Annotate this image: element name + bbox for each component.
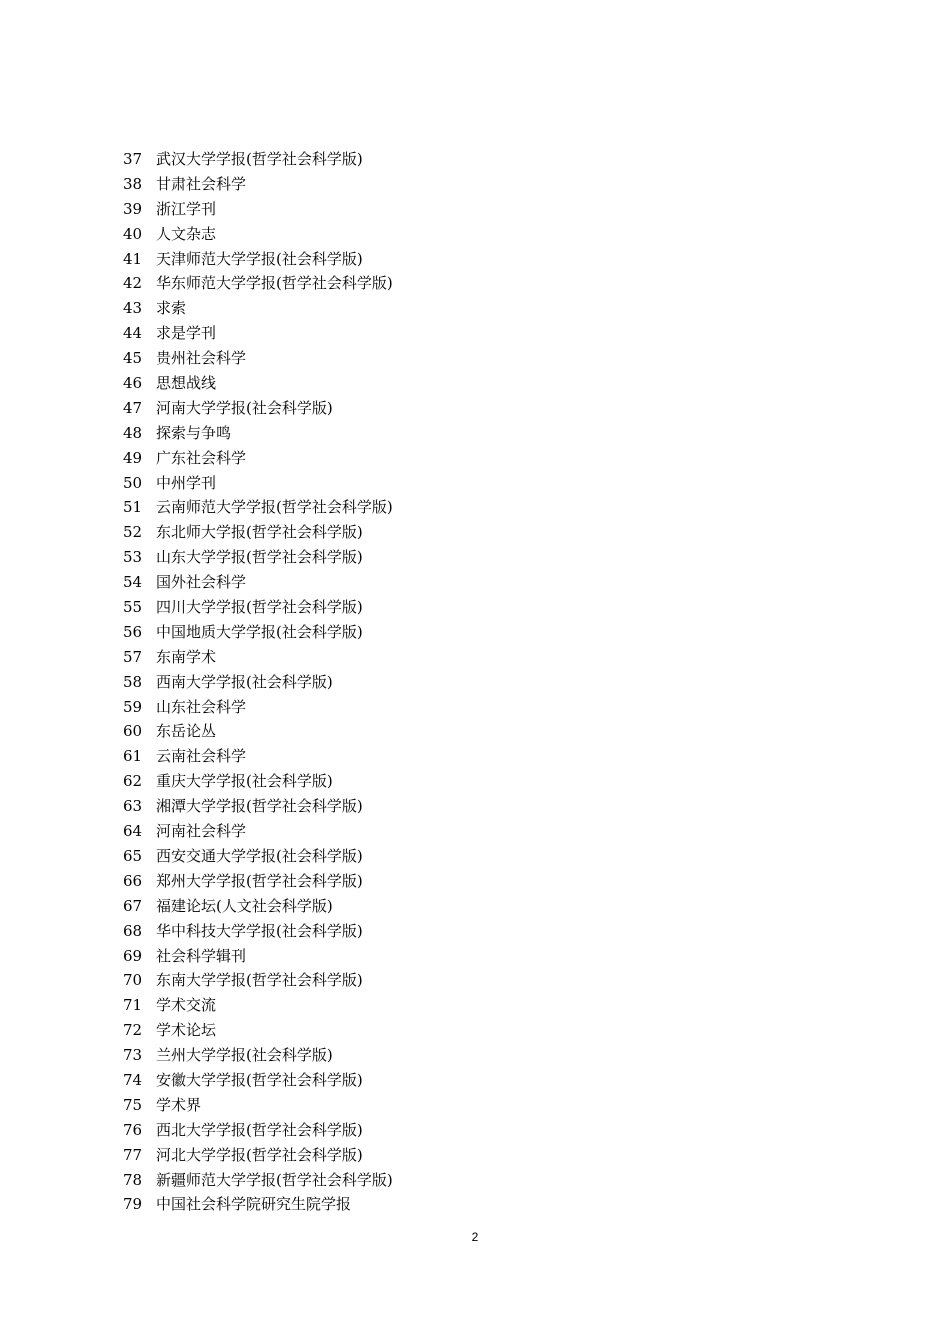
list-item <box>123 695 393 720</box>
entry-number: 41 <box>123 249 143 268</box>
list-item <box>123 495 393 520</box>
list-item <box>123 1143 393 1168</box>
list-item <box>123 844 393 869</box>
entry-number: 48 <box>123 423 143 442</box>
entry-number: 76 <box>123 1120 143 1139</box>
entry-number: 66 <box>123 871 143 890</box>
entry-number: 44 <box>123 324 143 343</box>
entry-number: 67 <box>123 896 143 915</box>
journal-name: 广东社会科学 <box>156 448 247 467</box>
entry-number: 60 <box>123 722 143 741</box>
entry-number: 71 <box>123 996 143 1015</box>
journal-name: 中国地质大学学报(社会科学版) <box>156 622 363 641</box>
journal-name: 河北大学学报(哲学社会科学版) <box>156 1145 363 1164</box>
journal-name: 华中科技大学学报(社会科学版) <box>156 921 363 940</box>
list-item <box>123 819 393 844</box>
journal-name: 武汉大学学报(哲学社会科学版) <box>156 150 363 168</box>
entry-number: 78 <box>123 1170 143 1189</box>
list-item <box>123 869 393 894</box>
list-item <box>123 1168 393 1193</box>
list-item <box>123 968 393 993</box>
entry-number: 54 <box>123 573 143 592</box>
journal-name: 云南师范大学学报(哲学社会科学版) <box>156 498 393 517</box>
list-item <box>123 944 393 969</box>
journal-name: 思想战线 <box>156 374 217 393</box>
entry-number: 73 <box>123 1046 143 1065</box>
entry-number: 75 <box>123 1095 143 1114</box>
list-item <box>123 1043 393 1068</box>
entry-number: 49 <box>123 448 143 467</box>
list-item <box>123 346 393 371</box>
list-item <box>123 919 393 944</box>
entry-number: 39 <box>123 199 143 218</box>
journal-name: 山东大学学报(哲学社会科学版) <box>156 548 363 567</box>
journal-name: 郑州大学学报(哲学社会科学版) <box>156 871 363 890</box>
entry-number: 64 <box>123 822 143 841</box>
entry-number: 72 <box>123 1021 143 1040</box>
entry-number: 79 <box>123 1195 143 1214</box>
list-item <box>123 421 393 446</box>
journal-name: 探索与争鸣 <box>156 423 232 442</box>
journal-name: 人文杂志 <box>156 224 217 243</box>
list-item <box>123 172 393 197</box>
entry-number: 77 <box>123 1145 143 1164</box>
list-item <box>123 396 393 421</box>
journal-list <box>123 147 393 1217</box>
entry-number: 38 <box>123 174 143 193</box>
entry-number: 43 <box>123 299 143 318</box>
list-item <box>123 570 393 595</box>
journal-name: 社会科学辑刊 <box>156 946 247 965</box>
list-item <box>123 197 393 222</box>
journal-name: 四川大学学报(哲学社会科学版) <box>156 598 363 617</box>
list-item <box>123 520 393 545</box>
entry-number: 53 <box>123 548 143 567</box>
journal-name: 天津师范大学学报(社会科学版) <box>156 249 363 268</box>
entry-number: 37 <box>123 150 143 168</box>
list-item <box>123 1093 393 1118</box>
journal-name: 甘肃社会科学 <box>156 174 247 193</box>
entry-number: 69 <box>123 946 143 965</box>
journal-name: 学术界 <box>156 1095 202 1114</box>
entry-number: 56 <box>123 622 143 641</box>
entry-number: 63 <box>123 797 143 816</box>
journal-name: 中国社会科学院研究生院学报 <box>156 1195 352 1214</box>
journal-name: 安徽大学学报(哲学社会科学版) <box>156 1070 363 1089</box>
entry-number: 68 <box>123 921 143 940</box>
list-item <box>123 744 393 769</box>
journal-name: 西安交通大学学报(社会科学版) <box>156 846 363 865</box>
entry-number: 55 <box>123 598 143 617</box>
journal-name: 新疆师范大学学报(哲学社会科学版) <box>156 1170 393 1189</box>
journal-name: 东北师大学报(哲学社会科学版) <box>156 523 363 542</box>
list-item <box>123 1018 393 1043</box>
journal-name: 兰州大学学报(社会科学版) <box>156 1046 333 1065</box>
journal-name: 东南大学学报(哲学社会科学版) <box>156 971 363 990</box>
list-item <box>123 769 393 794</box>
entry-number: 59 <box>123 697 143 716</box>
journal-name: 华东师范大学学报(哲学社会科学版) <box>156 274 393 293</box>
list-item <box>123 595 393 620</box>
list-item <box>123 1068 393 1093</box>
journal-name: 中州学刊 <box>156 473 217 492</box>
entry-number: 45 <box>123 349 143 368</box>
list-item <box>123 296 393 321</box>
journal-name: 山东社会科学 <box>156 697 247 716</box>
entry-number: 57 <box>123 647 143 666</box>
journal-name: 东南学术 <box>156 647 217 666</box>
list-item <box>123 894 393 919</box>
entry-number: 40 <box>123 224 143 243</box>
entry-number: 52 <box>123 523 143 542</box>
journal-name: 浙江学刊 <box>156 199 217 218</box>
entry-number: 65 <box>123 846 143 865</box>
list-item <box>123 222 393 247</box>
entry-number: 70 <box>123 971 143 990</box>
journal-name: 国外社会科学 <box>156 573 247 592</box>
list-item <box>123 271 393 296</box>
journal-name: 东岳论丛 <box>156 722 217 741</box>
list-item <box>123 471 393 496</box>
list-item <box>123 371 393 396</box>
journal-name: 湘潭大学学报(哲学社会科学版) <box>156 797 363 816</box>
journal-name: 学术论坛 <box>156 1021 217 1040</box>
journal-name: 河南社会科学 <box>156 822 247 841</box>
journal-name: 西北大学学报(哲学社会科学版) <box>156 1120 363 1139</box>
list-item <box>123 794 393 819</box>
list-item <box>123 670 393 695</box>
list-item <box>123 247 393 272</box>
list-item <box>123 645 393 670</box>
list-item <box>123 545 393 570</box>
list-item <box>123 993 393 1018</box>
journal-name: 西南大学学报(社会科学版) <box>156 672 333 691</box>
entry-number: 62 <box>123 772 143 791</box>
journal-name: 求索 <box>156 299 187 318</box>
entry-number: 42 <box>123 274 143 293</box>
journal-name: 河南大学学报(社会科学版) <box>156 398 333 417</box>
journal-name: 学术交流 <box>156 996 217 1015</box>
list-item <box>123 321 393 346</box>
entry-number: 61 <box>123 747 143 766</box>
list-item <box>123 147 393 172</box>
list-item <box>123 719 393 744</box>
list-item <box>123 446 393 471</box>
page-number: 2 <box>471 1230 479 1244</box>
journal-name: 重庆大学学报(社会科学版) <box>156 772 333 791</box>
entry-number: 58 <box>123 672 143 691</box>
entry-number: 46 <box>123 374 143 393</box>
list-item <box>123 620 393 645</box>
list-item <box>123 1118 393 1143</box>
entry-number: 50 <box>123 473 143 492</box>
entry-number: 51 <box>123 498 143 517</box>
journal-name: 贵州社会科学 <box>156 349 247 368</box>
journal-name: 福建论坛(人文社会科学版) <box>156 896 333 915</box>
list-item <box>123 1192 393 1217</box>
entry-number: 74 <box>123 1070 143 1089</box>
entry-number: 47 <box>123 398 143 417</box>
journal-name: 云南社会科学 <box>156 747 247 766</box>
journal-name: 求是学刊 <box>156 324 217 343</box>
